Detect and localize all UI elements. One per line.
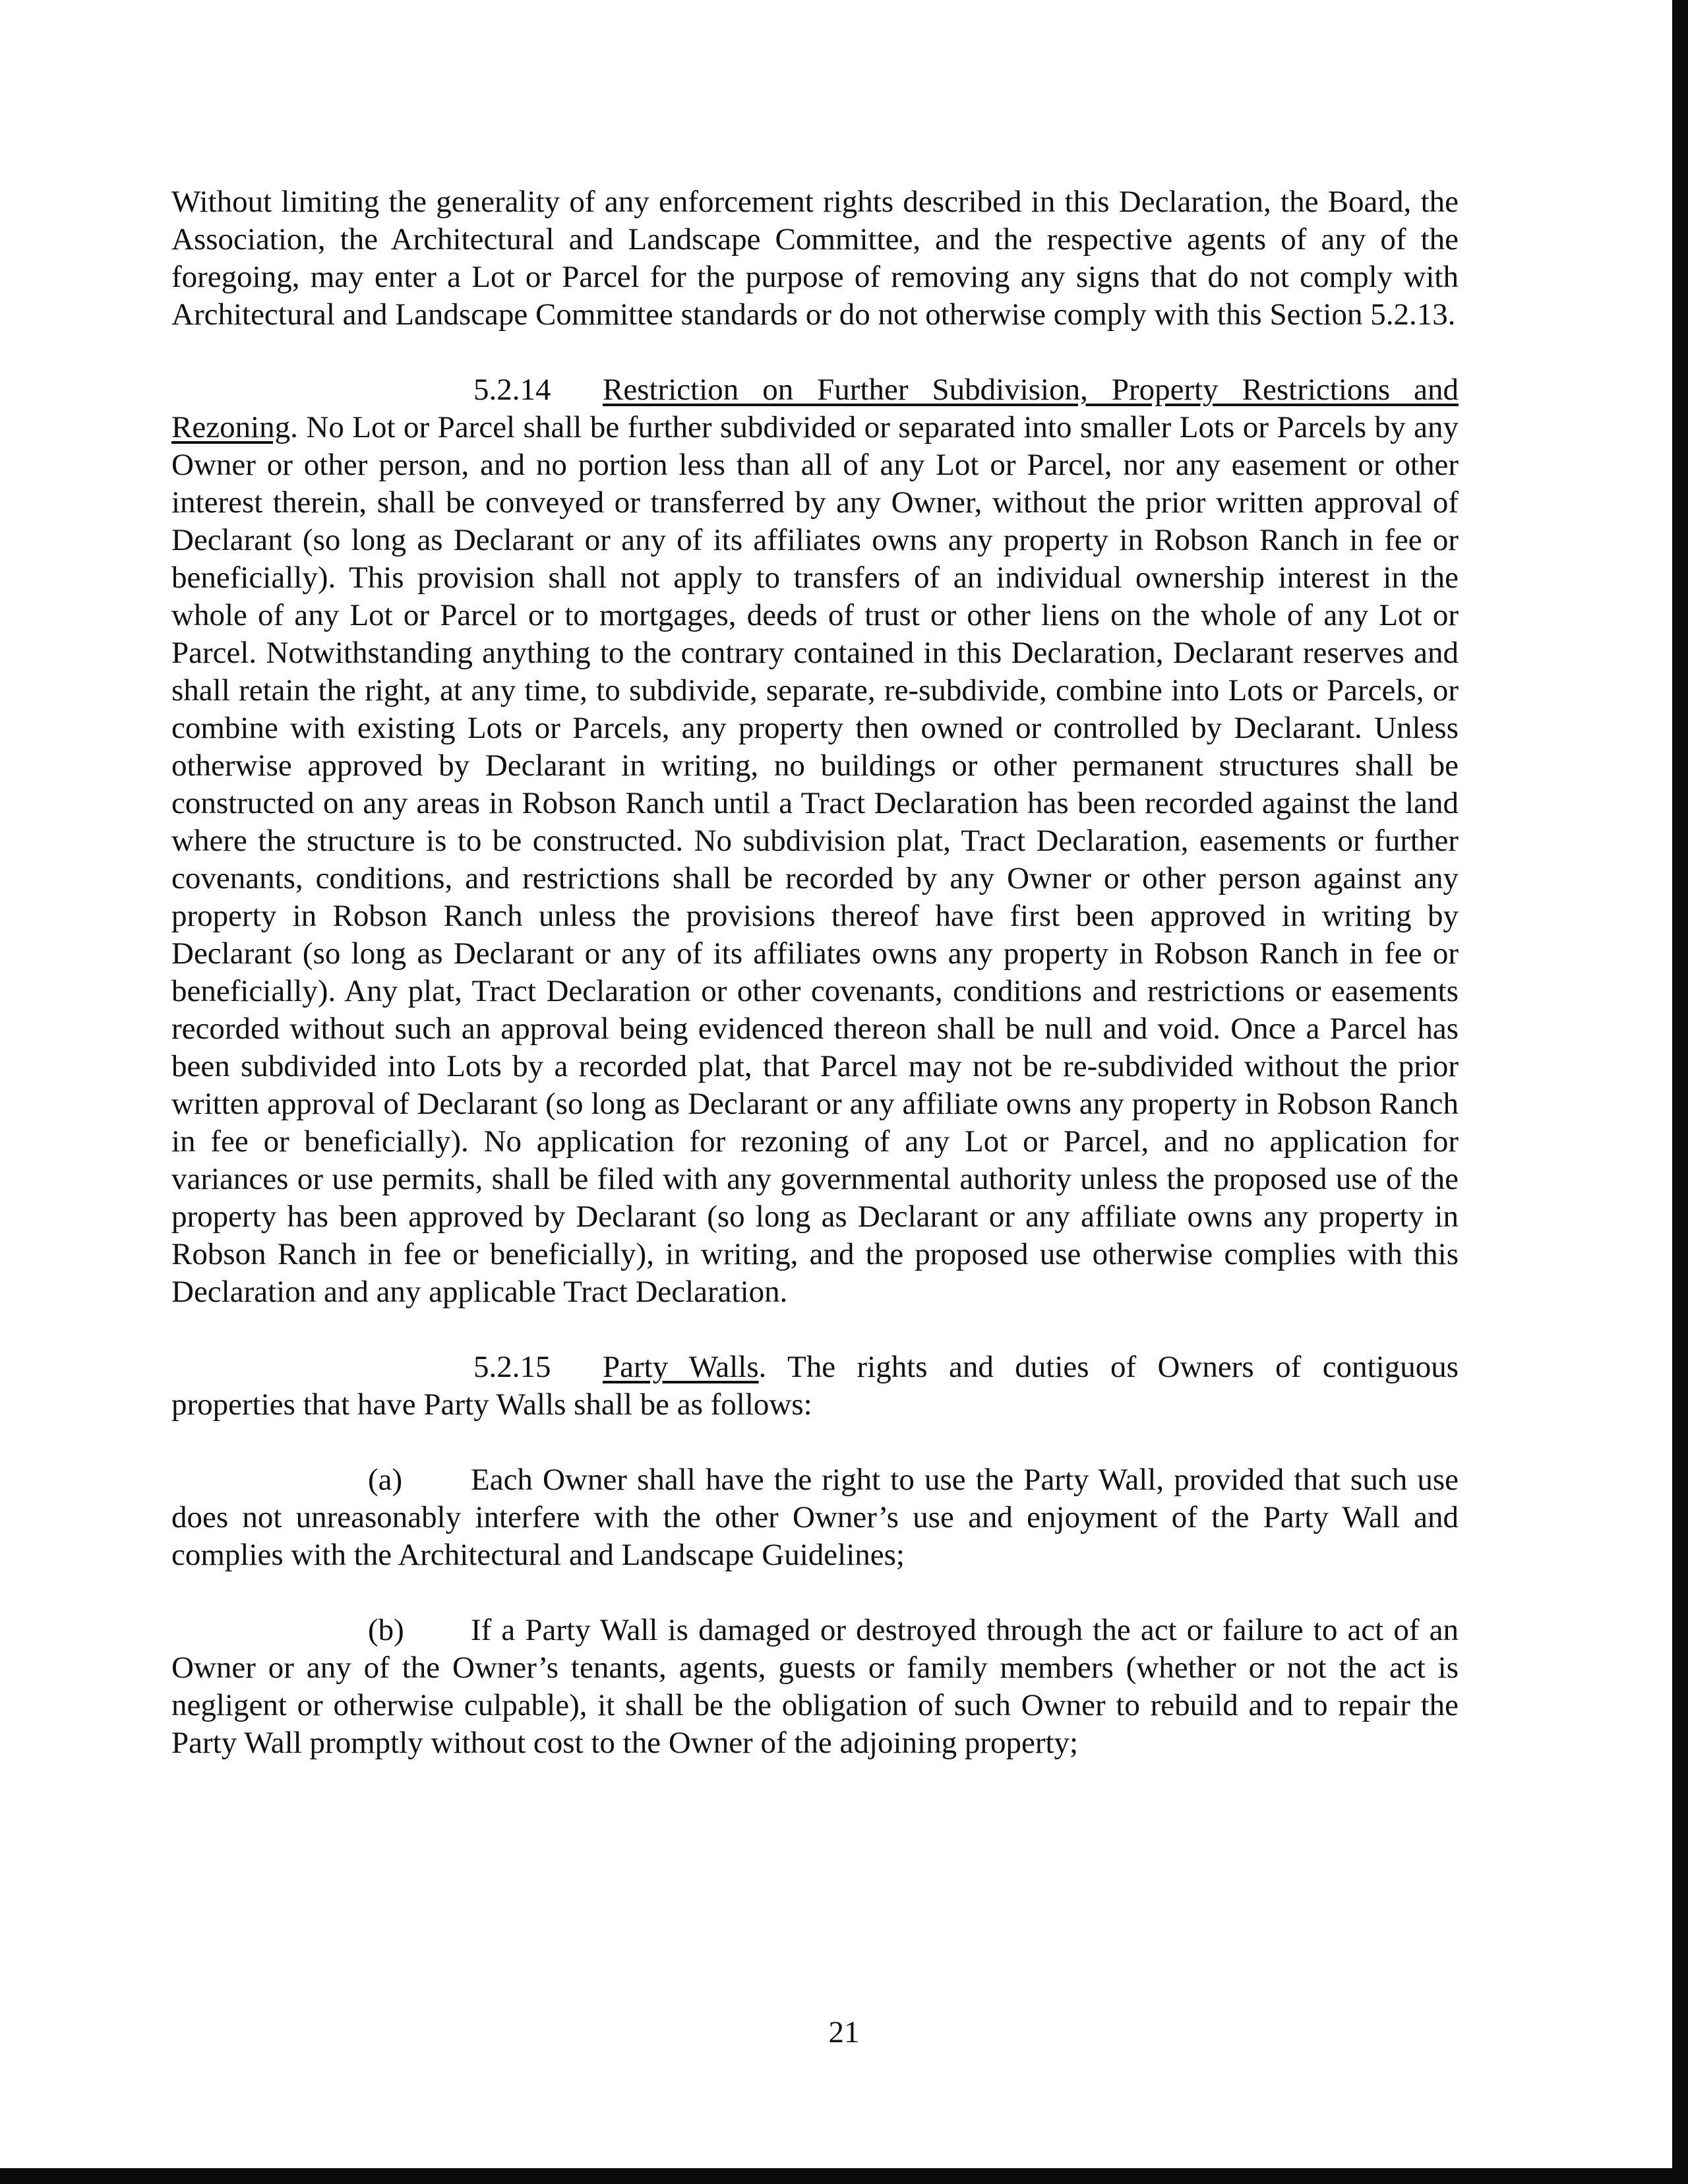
subsection-b [171,1612,1459,1762]
section-heading: Restriction on Further Subdivision, Property Restrictions and Rezoning [171,373,1459,444]
section-number: 5.2.14 [473,373,551,407]
subsection-a [171,1461,1459,1574]
document-body [171,183,1459,1800]
subsection-text: Each Owner shall have the right to use the Party Wall, provided that such use does not unreasonably interfere with the other Owner’s use and enjoyment of the Party Wall and complies with the Architectural and Landscape Guidelines; [171,1463,1459,1572]
section-5-2-14 [171,371,1459,1311]
section-number: 5.2.15 [473,1350,551,1384]
subsection-label: (b) [368,1613,404,1647]
section-body: . The rights and duties of Owners of contiguous properties that have Party Walls shall be as follows: [171,1350,1459,1422]
section-body: . No Lot or Parcel shall be further subdivided or separated into smaller Lots or Parcels by any Owner or other person, and no portion less than all of any Lot or Parcel, nor any easement or other interest therein, shall be conveyed or transferred by any Owner, without the prior written approval of Declarant (so long as Declarant or any of its affiliates owns any property in Robson Ranch in fee or beneficially). This provision shall not apply to transfers of an individual ownership interest in the whole of any Lot or Parcel or to mortgages, deeds of trust or other liens on the whole of any Lot or Parcel. Notwithstanding anything to the contrary contained in this Declaration, Declarant reserves and shall retain the right, at any time, to subdivide, separate, re-subdivide, combine into Lots or Parcels, or combine with existing Lots or Parcels, any property then owned or controlled by Declarant. Unless otherwise approved by Declarant in writing, no buildings or other permanent structures shall be constructed on any areas in Robson Ranch until a Tract Declaration has been recorded against the land where the structure is to be constructed. No subdivision plat, Tract Declaration, easements or further covenants, conditions, and restrictions shall be recorded by any Owner or other person against any property in Robson Ranch unless the provisions thereof have first been approved in writing by Declarant (so long as Declarant or any of its affiliates owns any property in Robson Ranch in fee or beneficially). Any plat, Tract Declaration or other covenants, conditions and restrictions or easements recorded without such an approval being evidenced thereon shall be null and void. Once a Parcel has been subdivided into Lots by a recorded plat, that Parcel may not be re-subdivided without the prior written approval of Declarant (so long as Declarant or any affiliate owns any property in Robson Ranch in fee or beneficially). No application for rezoning of any Lot or Parcel, and no application for variances or use permits, shall be filed with any governmental authority unless the proposed use of the property has been approved by Declarant (so long as Declarant or any affiliate owns any property in Robson Ranch in fee or beneficially), in writing, and the proposed use otherwise complies with this Declaration and any applicable Tract Declaration. [171,410,1459,1309]
paragraph-signs-enforcement: Without limiting the generality of any enforcement rights described in this Declaration, the Board, the Association, the Architectural and Landscape Committee, and the respective agents of any of the foregoing, may enter a Lot or Parcel for the purpose of removing any signs that do not comply with Architectural and Landscape Committee standards or do not otherwise comply with this Section 5.2.13. [171,185,1459,332]
scan-border-right [1672,0,1688,2184]
subsection-label: (a) [368,1463,403,1497]
page-number: 21 [828,2015,860,2049]
section-heading: Party Walls [603,1350,759,1384]
section-5-2-15 [171,1349,1459,1424]
subsection-text: If a Party Wall is damaged or destroyed through the act or failure to act of an Owner or any of the Owner’s tenants, agents, guests or family members (whether or not the act is negligent or otherwise culpable), it shall be the obligation of such Owner to rebuild and to repair the Party Wall promptly without cost to the Owner of the adjoining property; [171,1613,1459,1760]
scan-border-bottom [0,2168,1688,2184]
